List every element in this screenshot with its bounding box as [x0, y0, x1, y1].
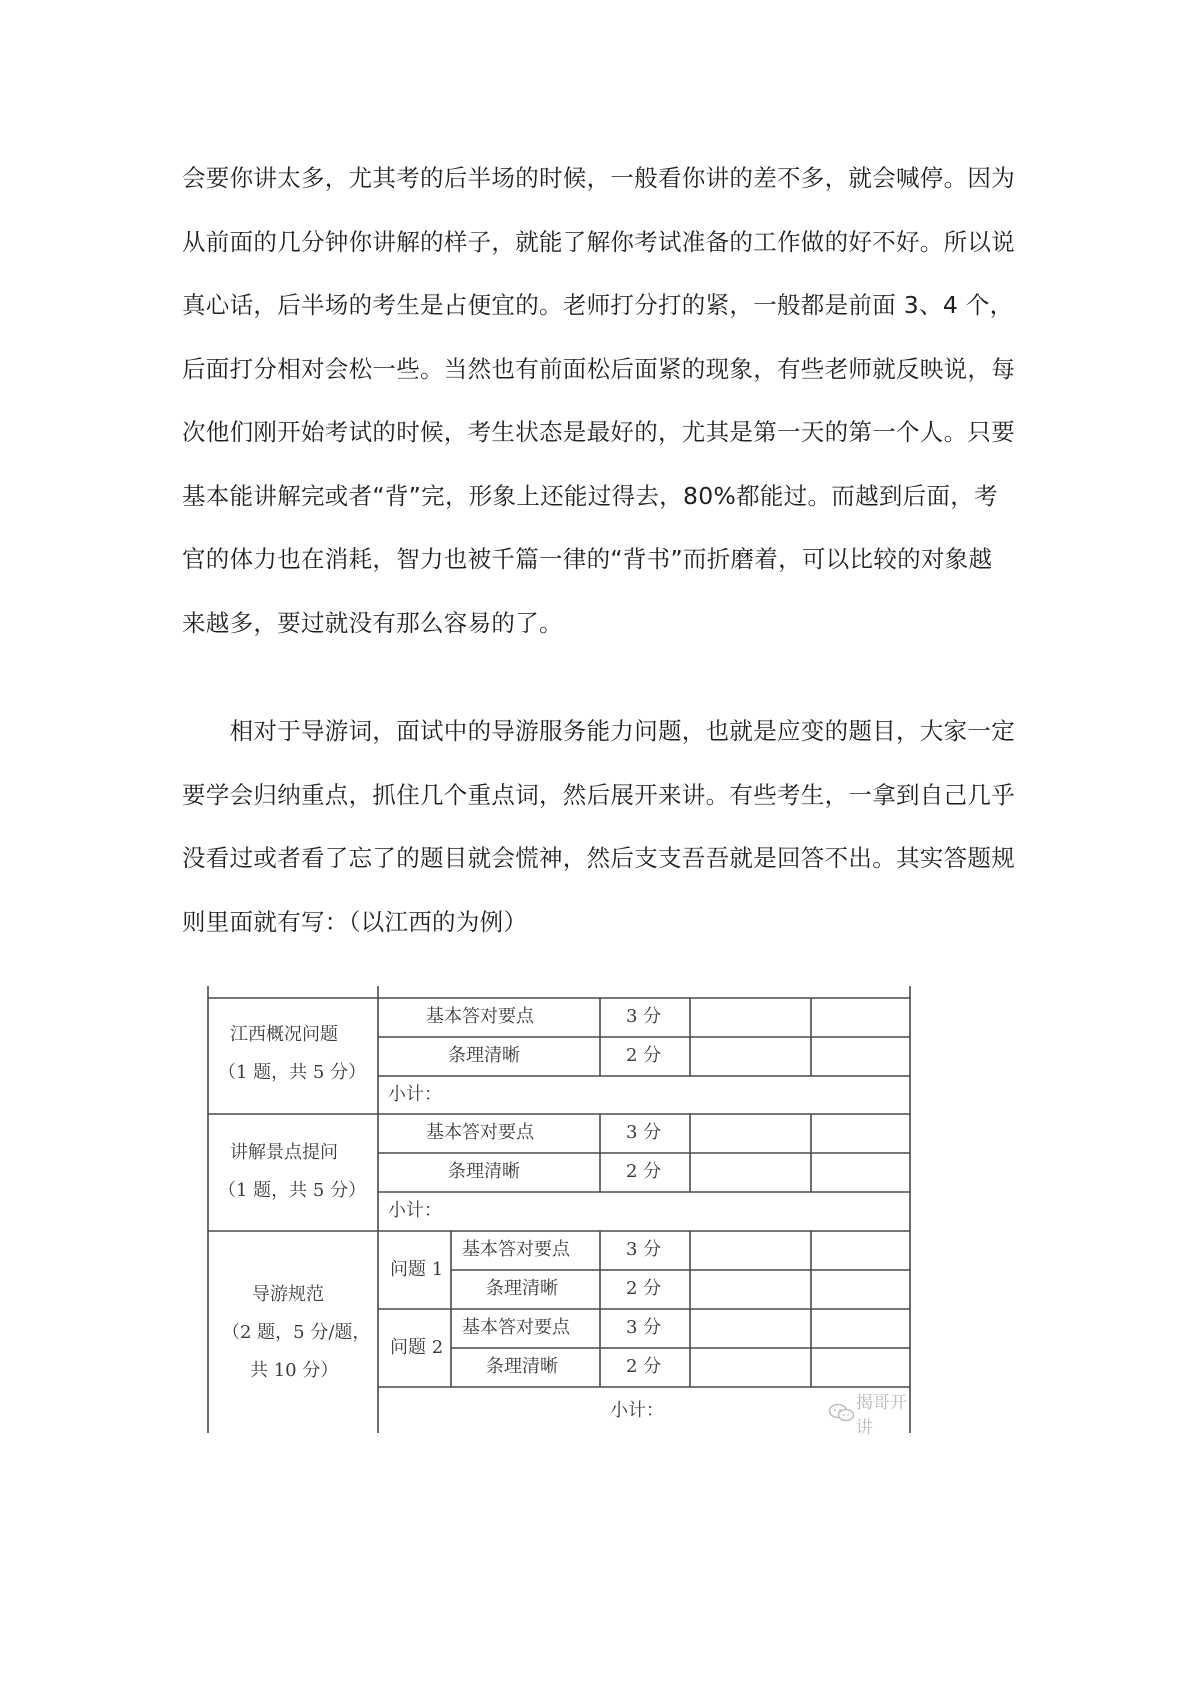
score-cell: 2 分 [626, 1356, 662, 1377]
score-cell: 2 分 [626, 1278, 662, 1299]
score-cell: 3 分 [626, 1006, 662, 1027]
section-title: 导游规范 [252, 1284, 324, 1305]
paragraph-1 [182, 147, 1028, 655]
item-cell: 基本答对要点 [426, 1122, 534, 1143]
item-cell: 基本答对要点 [426, 1006, 534, 1027]
section-subtitle: 共 10 分） [250, 1360, 339, 1381]
paragraph-line: 相对于导游词，面试中的导游服务能力问题，也就是应变的题目，大家一定 [182, 717, 1015, 745]
section-title: 讲解景点提问 [230, 1142, 338, 1163]
item-cell: 条理清晰 [448, 1161, 520, 1182]
item-cell: 条理清晰 [448, 1045, 520, 1066]
item-cell: 条理清晰 [486, 1356, 558, 1377]
paragraph-line: 没看过或者看了忘了的题目就会慌神，然后支支吾吾就是回答不出。其实答题规 [182, 844, 1015, 872]
score-cell: 2 分 [626, 1161, 662, 1182]
subtotal-label: 小计： [610, 1400, 664, 1421]
section-subtitle: （2 题，5 分/题， [222, 1322, 371, 1343]
scoring-table [206, 986, 914, 1438]
paragraph-line: 来越多，要过就没有那么容易的了。 [182, 608, 563, 637]
score-cell: 3 分 [626, 1122, 662, 1143]
score-cell: 3 分 [626, 1317, 662, 1338]
paragraph-line: 次他们刚开始考试的时候，考生状态是最好的，尤其是第一天的第一个人。只要 [182, 418, 1015, 446]
watermark [828, 1388, 914, 1438]
section-title: 江西概况问题 [230, 1024, 338, 1045]
section-subtitle: （1 题，共 5 分） [218, 1062, 367, 1083]
item-cell: 基本答对要点 [462, 1317, 570, 1338]
paragraph-line: 会要你讲太多，尤其考的后半场的时候，一般看你讲的差不多，就会喊停。因为 [182, 164, 1015, 192]
section-subtitle: （1 题，共 5 分） [218, 1180, 367, 1201]
wechat-icon [828, 1403, 852, 1423]
paragraph-line: 基本能讲解完或者“背”完，形象上还能过得去，80%都能过。而越到后面，考 [182, 481, 998, 510]
subtotal-label: 小计： [388, 1084, 442, 1105]
question-label: 问题 1 [390, 1259, 444, 1280]
item-cell: 基本答对要点 [462, 1239, 570, 1260]
paragraph-line: 后面打分相对会松一些。当然也有前面松后面紧的现象，有些老师就反映说，每 [182, 354, 1015, 383]
paragraph-line: 则里面就有写：（以江西的为例） [182, 907, 528, 936]
paragraph-line: 官的体力也在消耗，智力也被千篇一律的“背书”而折磨着，可以比较的对象越 [182, 545, 993, 573]
score-cell: 3 分 [626, 1239, 662, 1260]
paragraph-line: 真心话，后半场的考生是占便宜的。老师打分打的紧，一般都是前面 3、4 个， [182, 291, 1014, 319]
watermark-text: 揭哥开讲 [855, 1393, 907, 1438]
paragraph-line: 要学会归纳重点，抓住几个重点词，然后展开来讲。有些考生，一拿到自己几乎 [182, 780, 1015, 809]
item-cell: 条理清晰 [486, 1278, 558, 1299]
paragraph-2 [182, 700, 1028, 954]
subtotal-label: 小计： [388, 1200, 442, 1221]
score-cell: 2 分 [626, 1045, 662, 1066]
paragraph-line: 从前面的几分钟你讲解的样子，就能了解你考试准备的工作做的好不好。所以说 [182, 227, 1015, 256]
question-label: 问题 2 [390, 1337, 444, 1358]
